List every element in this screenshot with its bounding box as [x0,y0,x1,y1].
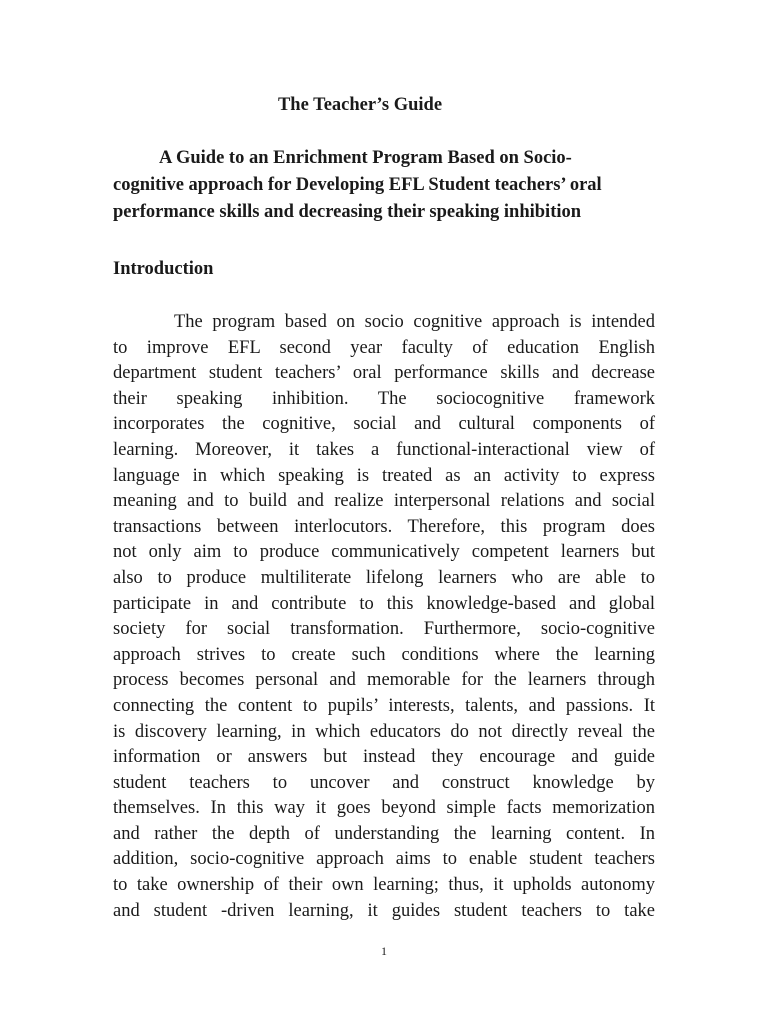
document-title: The Teacher’s Guide [277,95,443,115]
paragraph-line: student teachers to uncover and construct knowledge by [113,772,655,793]
paragraph-line: is discovery learning, in which educators do not directly reveal the [113,721,655,742]
paragraph-line: language in which speaking is treated as an activity to express [113,465,655,486]
paragraph-line: process becomes personal and memorable for the learners through [113,670,655,691]
section-heading-introduction: Introduction [113,259,214,279]
introduction-paragraph [113,310,655,924]
paragraph-line: information or answers but instead they encourage and guide [113,747,655,768]
paragraph-line: society for social transformation. Furthermore, socio-cognitive [113,619,655,640]
paragraph-line: and student -driven learning, it guides student teachers to take [113,900,655,921]
paragraph-line: to improve EFL second year faculty of education English [113,337,655,358]
paragraph-line: their speaking inhibition. The sociocognitive framework [113,388,655,409]
paragraph-line: incorporates the cognitive, social and cultural components of [113,414,655,435]
paragraph-line: department student teachers’ oral performance skills and decrease [113,363,655,384]
document-subtitle [113,145,658,226]
subtitle-line: performance skills and decreasing their speaking inhibition [113,202,582,222]
paragraph-line: themselves. In this way it goes beyond simple facts memorization [113,798,655,819]
paragraph-line: not only aim to produce communicatively competent learners but [113,542,655,563]
subtitle-line: A Guide to an Enrichment Program Based on Socio- [159,148,572,168]
paragraph-line: also to produce multiliterate lifelong learners who are able to [113,567,655,588]
paragraph-line: connecting the content to pupils’ interests, talents, and passions. It [113,695,655,716]
paragraph-line: approach strives to create such conditions where the learning [113,644,655,665]
page-number: 1 [381,944,387,958]
subtitle-line: cognitive approach for Developing EFL Student teachers’ oral [113,175,602,195]
paragraph-line: The program based on socio cognitive approach is intended [174,312,655,332]
paragraph-line: transactions between interlocutors. Therefore, this program does [113,516,655,537]
paragraph-line: addition, socio-cognitive approach aims to enable student teachers [113,849,655,870]
paragraph-line: meaning and to build and realize interpersonal relations and social [113,491,655,512]
paragraph-line: participate in and contribute to this knowledge-based and global [113,593,655,614]
paragraph-line: and rather the depth of understanding the learning content. In [113,823,655,844]
paragraph-line: to take ownership of their own learning; thus, it upholds autonomy [113,875,655,896]
paragraph-line: learning. Moreover, it takes a functional-interactional view of [113,439,655,460]
